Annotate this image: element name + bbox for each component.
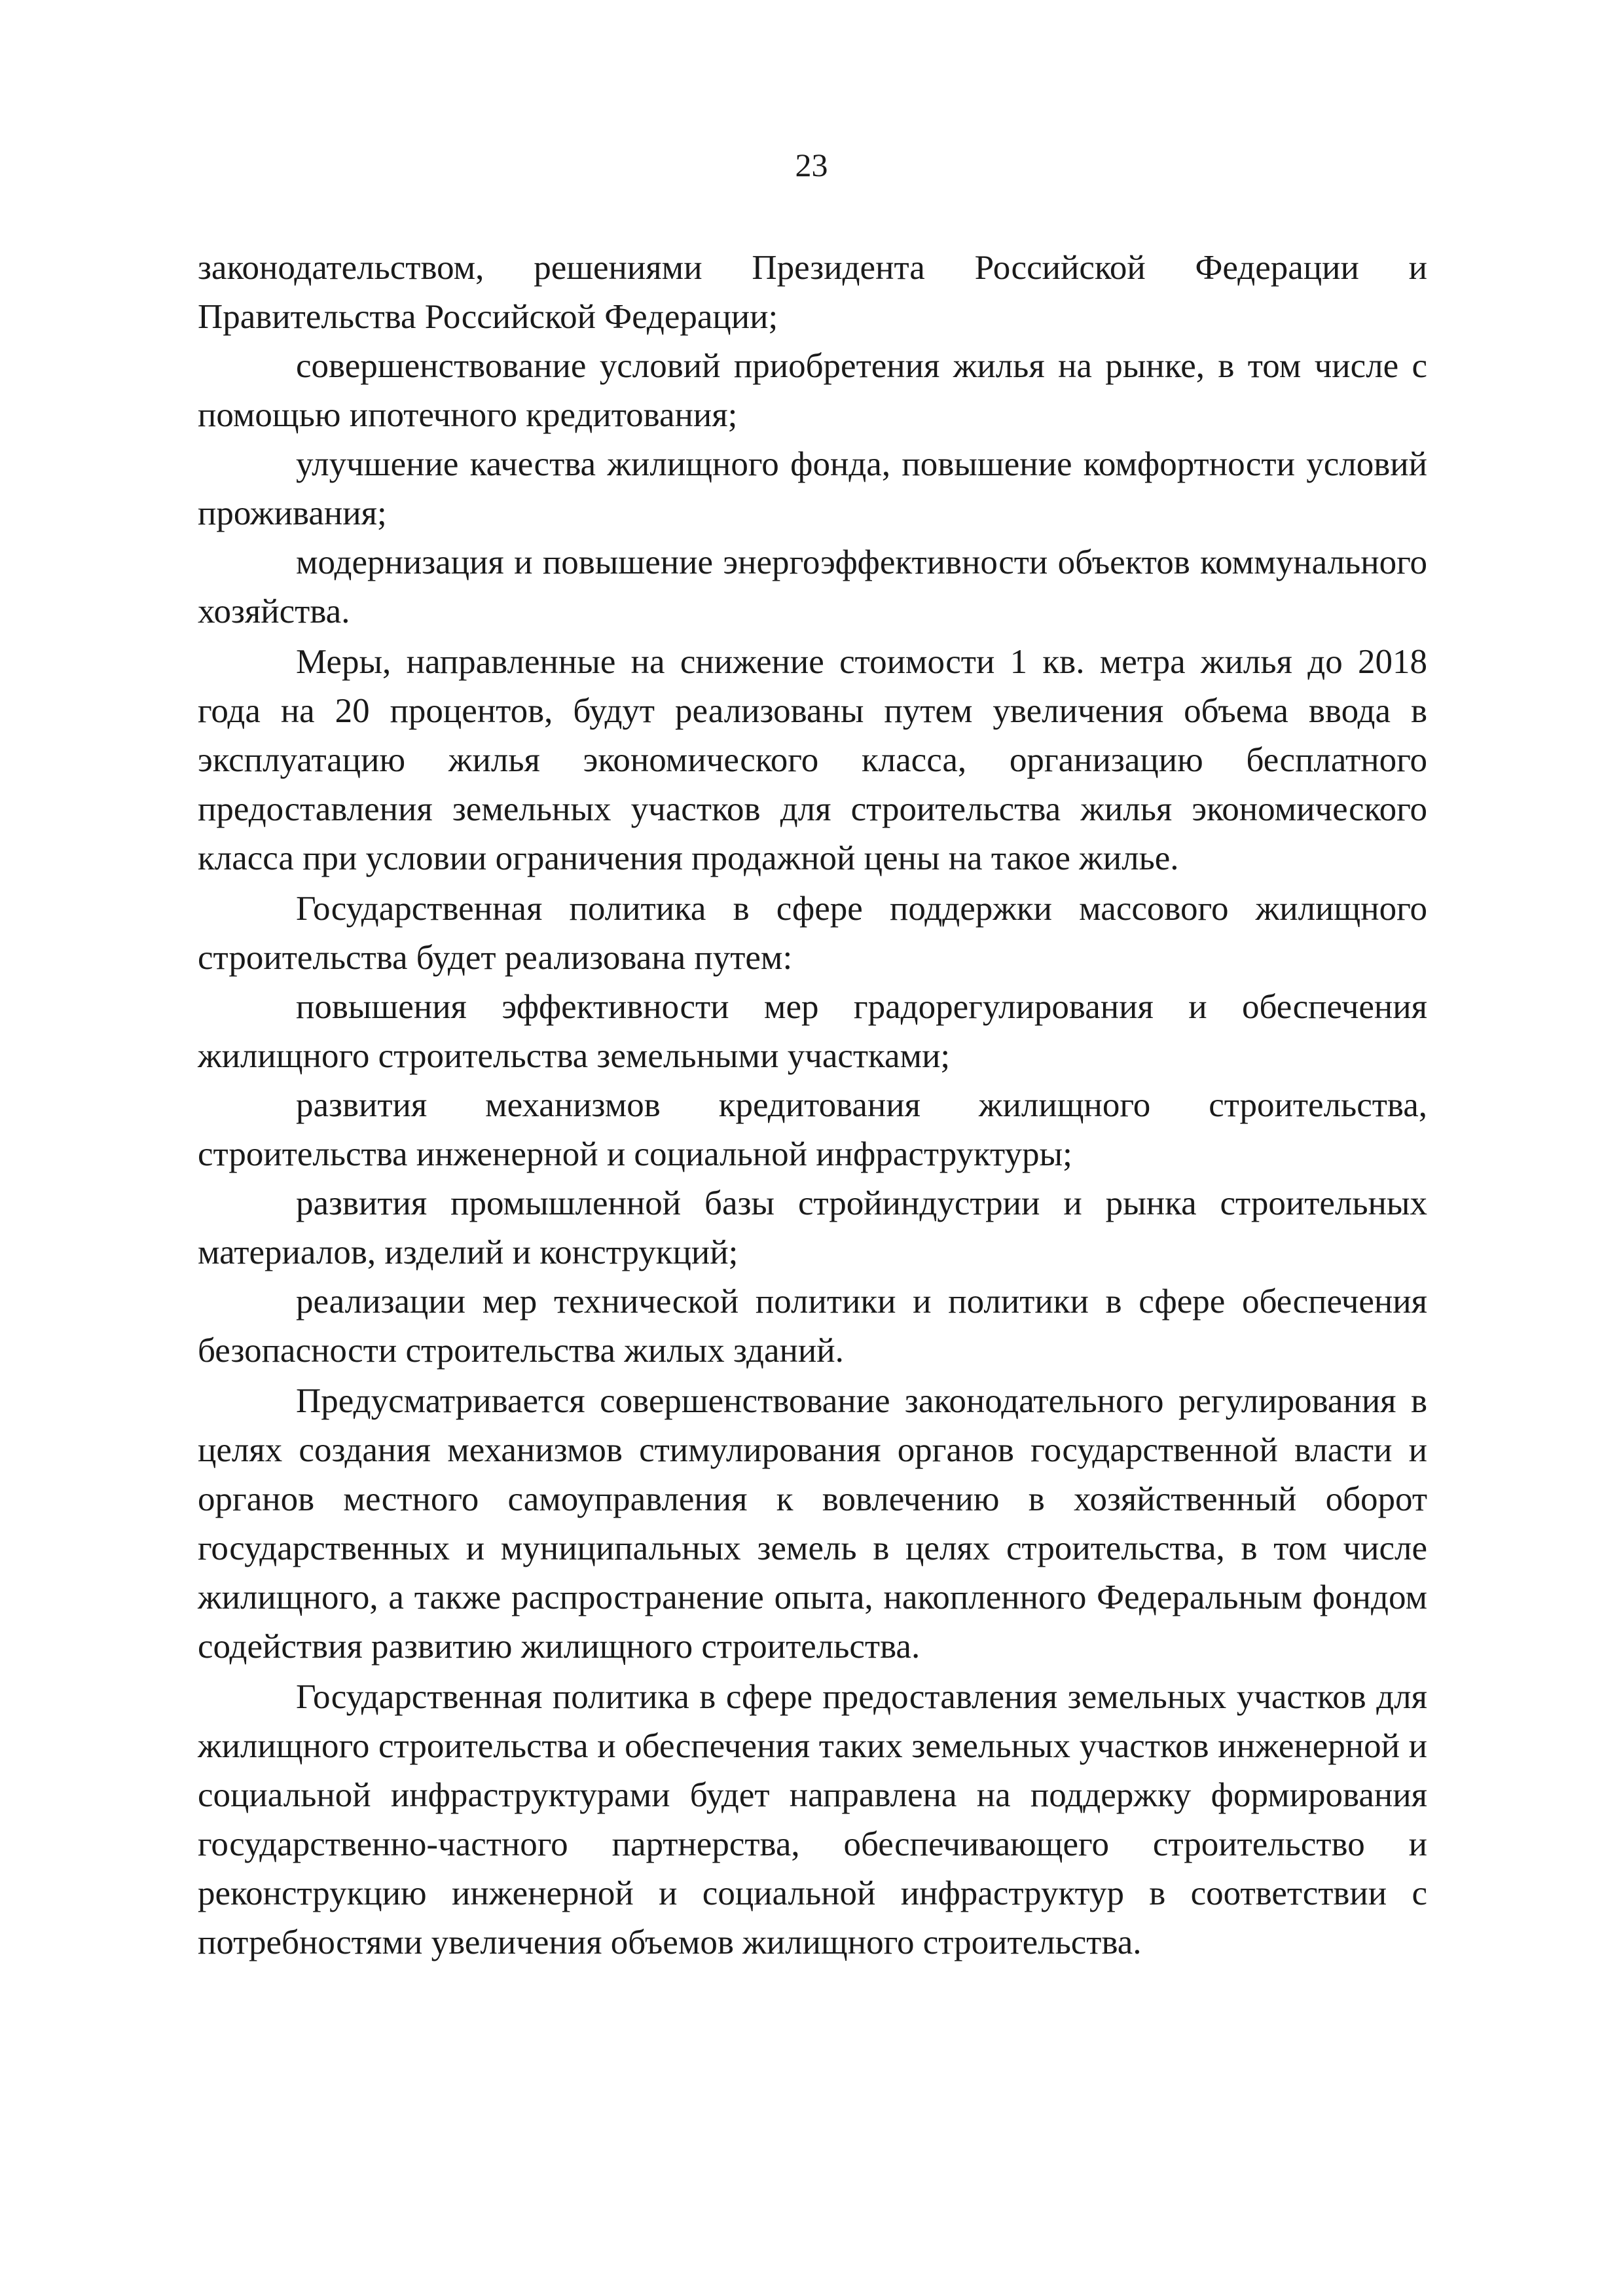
list-item-technical-policy: реализации мер технической политики и политики в сфере обеспечения безопасности строительства жилых зданий. <box>198 1283 1427 1370</box>
document-body <box>198 244 1427 1967</box>
list-item-construction-industry: развития промышленной базы стройиндустрии и рынка строительных материалов, изделий и конструкций; <box>198 1184 1427 1271</box>
paragraph-cost-reduction: Меры, направленные на снижение стоимости 1 кв. метра жилья до 2018 года на 20 процентов, будут реализованы путем увеличения объема ввода в эксплуатацию жилья экономического класса, организацию бесплатного предоставления земельных участков для строительства жилья экономического класса при условии ограничения продажной цены на такое жилье. <box>198 643 1427 877</box>
list-item-urban-regulation: повышения эффективности мер градорегулирования и обеспечения жилищного строительства земельными участками; <box>198 988 1427 1075</box>
list-item-utilities-modernization: модернизация и повышение энергоэффективности объектов коммунального хозяйства. <box>198 543 1427 630</box>
paragraph-land-provision-policy: Государственная политика в сфере предоставления земельных участков для жилищного строительства и обеспечения таких земельных участков инженерной и социальной инфраструктурами будет направлена на поддержку формирования государственно-частного партнерства, обеспечивающего строительство и реконструкцию инженерной и социальной инфраструктур в соответствии с потребностями увеличения объемов жилищного строительства. <box>198 1678 1427 1961</box>
paragraph-mass-housing-policy: Государственная политика в сфере поддержки массового жилищного строительства будет реализована путем: <box>198 890 1427 977</box>
list-item-credit-mechanisms: развития механизмов кредитования жилищного строительства, строительства инженерной и социальной инфраструктуры; <box>198 1086 1427 1173</box>
list-item-housing-quality: улучшение качества жилищного фонда, повышение комфортности условий проживания; <box>198 445 1427 532</box>
paragraph-continuation: законодательством, решениями Президента Российской Федерации и Правительства Российской Федерации; <box>198 249 1427 336</box>
list-item-purchase-conditions: совершенствование условий приобретения жилья на рынке, в том числе с помощью ипотечного кредитования; <box>198 347 1427 434</box>
page-number: 23 <box>795 147 828 183</box>
paragraph-legislation-improvement: Предусматривается совершенствование законодательного регулирования в целях создания механизмов стимулирования органов государственной власти и органов местного самоуправления к вовлечению в хозяйственный оборот государственных и муниципальных земель в целях строительства, в том числе жилищного, а также распространение опыта, накопленного Федеральным фондом содействия развитию жилищного строительства. <box>198 1382 1427 1666</box>
